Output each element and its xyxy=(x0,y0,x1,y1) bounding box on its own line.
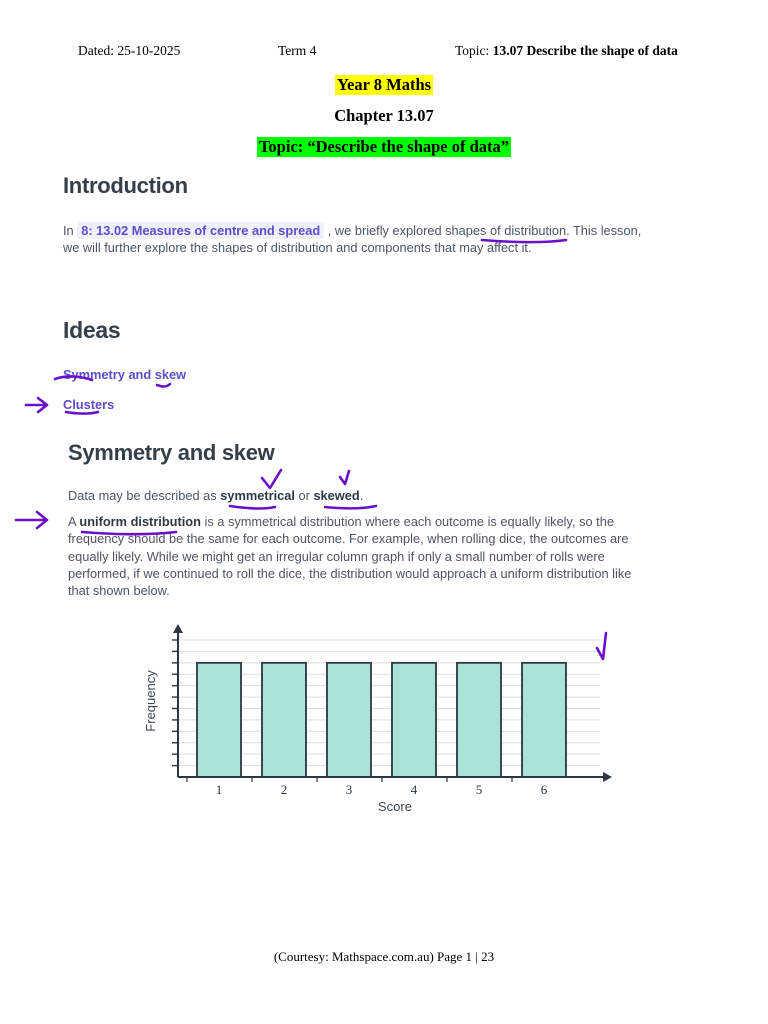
header-topic-bold: 13.07 Describe the shape of data xyxy=(492,43,678,58)
introduction-heading: Introduction xyxy=(63,173,188,198)
y-axis-arrow-icon xyxy=(173,624,183,633)
sym-p2-l5: that shown below. xyxy=(68,583,170,599)
intro-text-1: , we briefly explored shapes of distribution. This lesson, xyxy=(327,223,642,238)
x-tick-label: 5 xyxy=(475,782,483,797)
title-year: Year 8 Maths xyxy=(336,75,432,94)
chart-bar xyxy=(262,663,306,777)
chart-x-axis-label: Score xyxy=(378,799,412,814)
ideas-link-symmetry[interactable]: Symmetry and skew xyxy=(63,367,187,382)
keyword-skewed: skewed xyxy=(313,488,360,503)
chart-bar xyxy=(522,663,566,777)
chart-tick-labels xyxy=(216,782,548,797)
x-tick-label: 6 xyxy=(540,782,548,797)
x-tick-label: 3 xyxy=(345,782,353,797)
sym-p2-l4: performed, if we continued to roll the dice, the distribution would approach a uniform distribution like xyxy=(68,565,632,581)
header-term: Term 4 xyxy=(278,43,317,58)
title-chapter: Chapter 13.07 xyxy=(334,106,434,125)
measures-link-chip[interactable]: 8: 13.02 Measures of centre and spread xyxy=(77,222,324,239)
sym-p2-l1: is a symmetrical distribution where each outcome is equally likely, so the xyxy=(200,514,614,529)
header-topic-prefix: Topic: xyxy=(455,43,493,58)
x-tick-label: 2 xyxy=(280,782,288,797)
ideas-link-clusters[interactable]: Clusters xyxy=(63,397,115,412)
sym-p1-b: or xyxy=(294,488,314,503)
chart-bar xyxy=(327,663,371,777)
sym-p1-a: Data may be described as xyxy=(68,488,221,503)
sym-p1-c: . xyxy=(359,488,364,503)
x-tick-label: 4 xyxy=(410,782,418,797)
sym-p2-a: A xyxy=(68,514,80,529)
header-date: Dated: 25-10-2025 xyxy=(78,43,181,58)
footer: (Courtesy: Mathspace.com.au) Page 1 | 23 xyxy=(273,949,495,964)
chart-bar xyxy=(392,663,436,777)
chart-y-axis-label: Frequency xyxy=(143,670,158,732)
chart-bar xyxy=(457,663,501,777)
symmetry-heading: Symmetry and skew xyxy=(68,440,275,465)
x-axis-arrow-icon xyxy=(603,772,612,782)
intro-in: In xyxy=(63,223,74,238)
ideas-heading: Ideas xyxy=(63,317,121,343)
sym-p2-l2: frequency should be the same for each outcome. For example, when rolling dice, the outcomes are xyxy=(68,531,629,547)
chart-bar xyxy=(197,663,241,777)
sym-p2-l3: equally likely. While we might get an irregular column graph if only a small number of rolls were xyxy=(68,548,605,564)
intro-text-2: we will further explore the shapes of distribution and components that may affect it. xyxy=(63,240,532,256)
x-tick-label: 1 xyxy=(215,782,223,797)
keyword-uniform-distribution: uniform distribution xyxy=(79,514,201,529)
title-topic: Topic: “Describe the shape of data” xyxy=(258,137,510,156)
keyword-symmetrical: symmetrical xyxy=(220,488,295,503)
